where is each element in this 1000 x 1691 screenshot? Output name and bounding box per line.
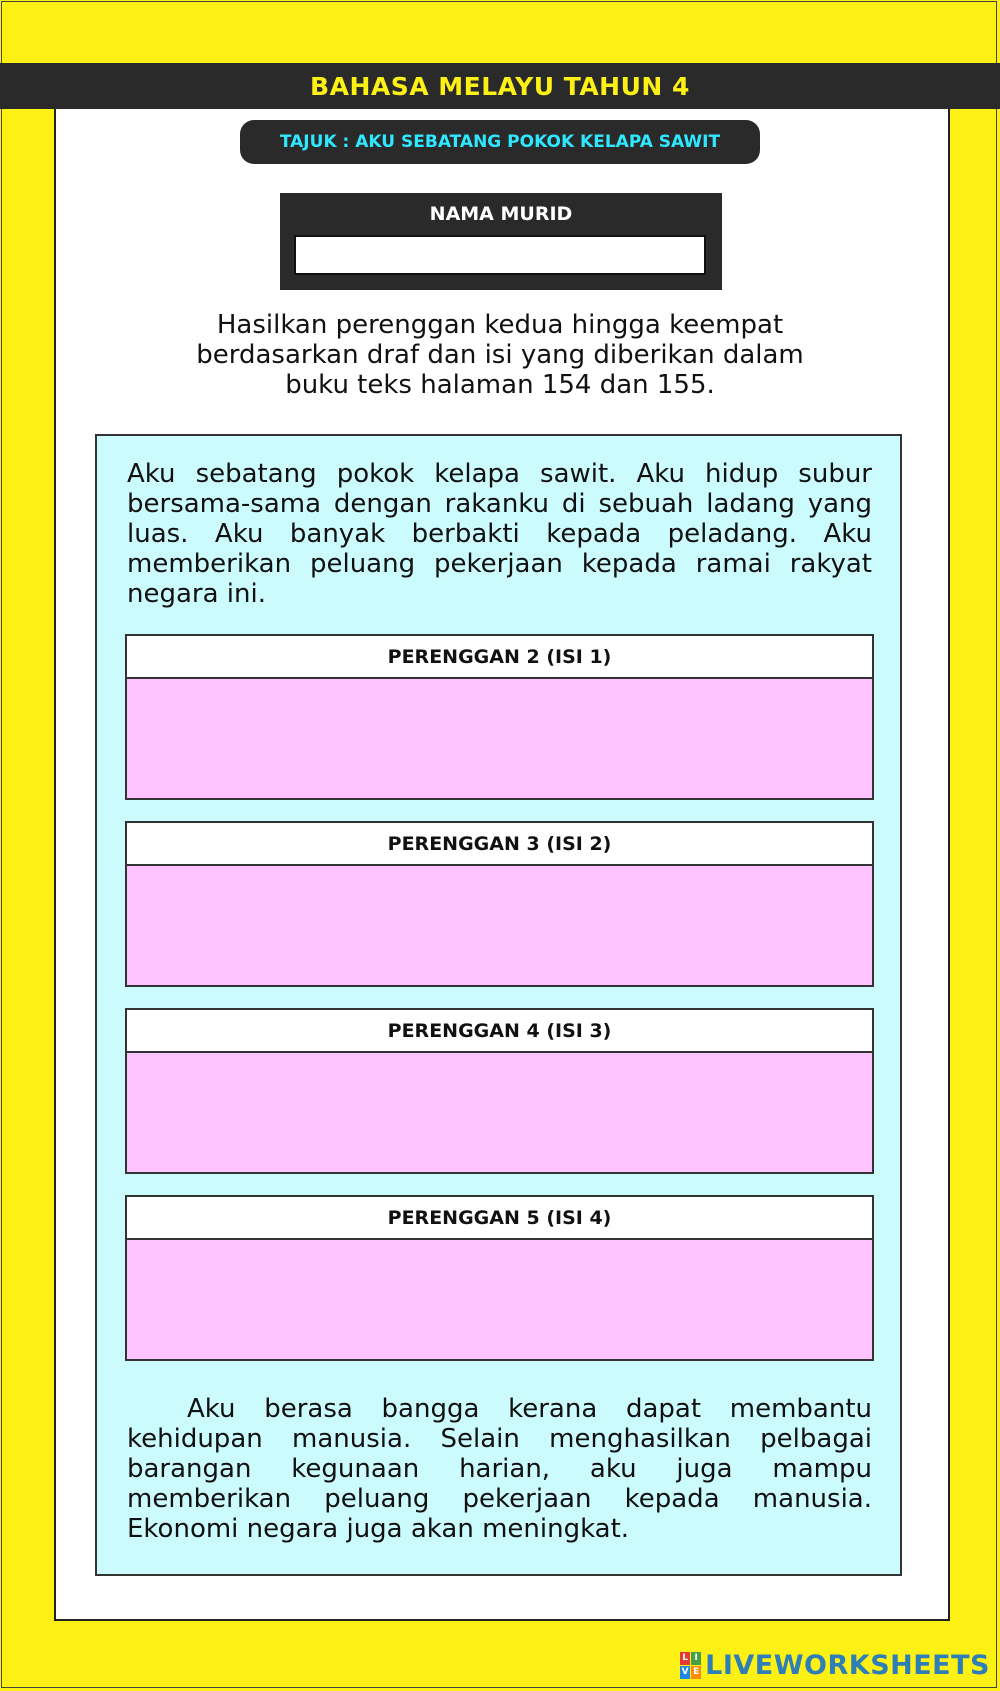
- paragraph-3-heading: PERENGGAN 3 (ISI 2): [127, 823, 872, 866]
- topic-banner: [240, 120, 760, 164]
- page-title: BAHASA MELAYU TAHUN 4: [310, 71, 690, 101]
- instruction-text: Hasilkan perenggan kedua hingga keempat berdasarkan draf dan isi yang diberikan dalam buku teks halaman 154 dan 155.: [196, 310, 804, 400]
- watermark-text: LIVEWORKSHEETS: [705, 1650, 990, 1681]
- paragraph-2-answer-field[interactable]: [127, 679, 872, 800]
- paragraph-4-section: [125, 1008, 874, 1174]
- paragraph-4-answer-field[interactable]: [127, 1053, 872, 1174]
- paragraph-2-heading: PERENGGAN 2 (ISI 1): [127, 636, 872, 679]
- paragraph-5-answer-field[interactable]: [127, 1240, 872, 1361]
- student-name-label: NAMA MURID: [429, 203, 573, 225]
- liveworksheets-logo-icon: L I V E: [681, 1653, 700, 1677]
- paragraph-3-section: [125, 821, 874, 987]
- closing-paragraph: Aku berasa bangga kerana dapat membantu kehidupan manusia. Selain menghasilkan pelbagai barangan kegunaan harian, aku juga mampu memberikan peluang pekerjaan kepada manusia. Ekonomi negara juga akan meningkat.: [127, 1394, 872, 1544]
- paragraph-3-answer-field[interactable]: [127, 866, 872, 987]
- paragraph-4-heading: PERENGGAN 4 (ISI 3): [127, 1010, 872, 1053]
- liveworksheets-watermark: [680, 1650, 990, 1681]
- topic-label: TAJUK : AKU SEBATANG POKOK KELAPA SAWIT: [279, 132, 721, 152]
- paragraph-5-heading: PERENGGAN 5 (ISI 4): [127, 1197, 872, 1240]
- paragraph-2-section: [125, 634, 874, 800]
- essay-content-box: [95, 434, 902, 1576]
- student-name-input[interactable]: [294, 235, 706, 275]
- header-band: [0, 63, 1000, 109]
- intro-paragraph: Aku sebatang pokok kelapa sawit. Aku hidup subur bersama-sama dengan rakanku di sebuah ladang yang luas. Aku banyak berbakti kepada peladang. Aku memberikan peluang pekerjaan kepada ramai rakyat negara ini.: [127, 459, 872, 609]
- student-name-box: [280, 193, 722, 290]
- paragraph-5-section: [125, 1195, 874, 1361]
